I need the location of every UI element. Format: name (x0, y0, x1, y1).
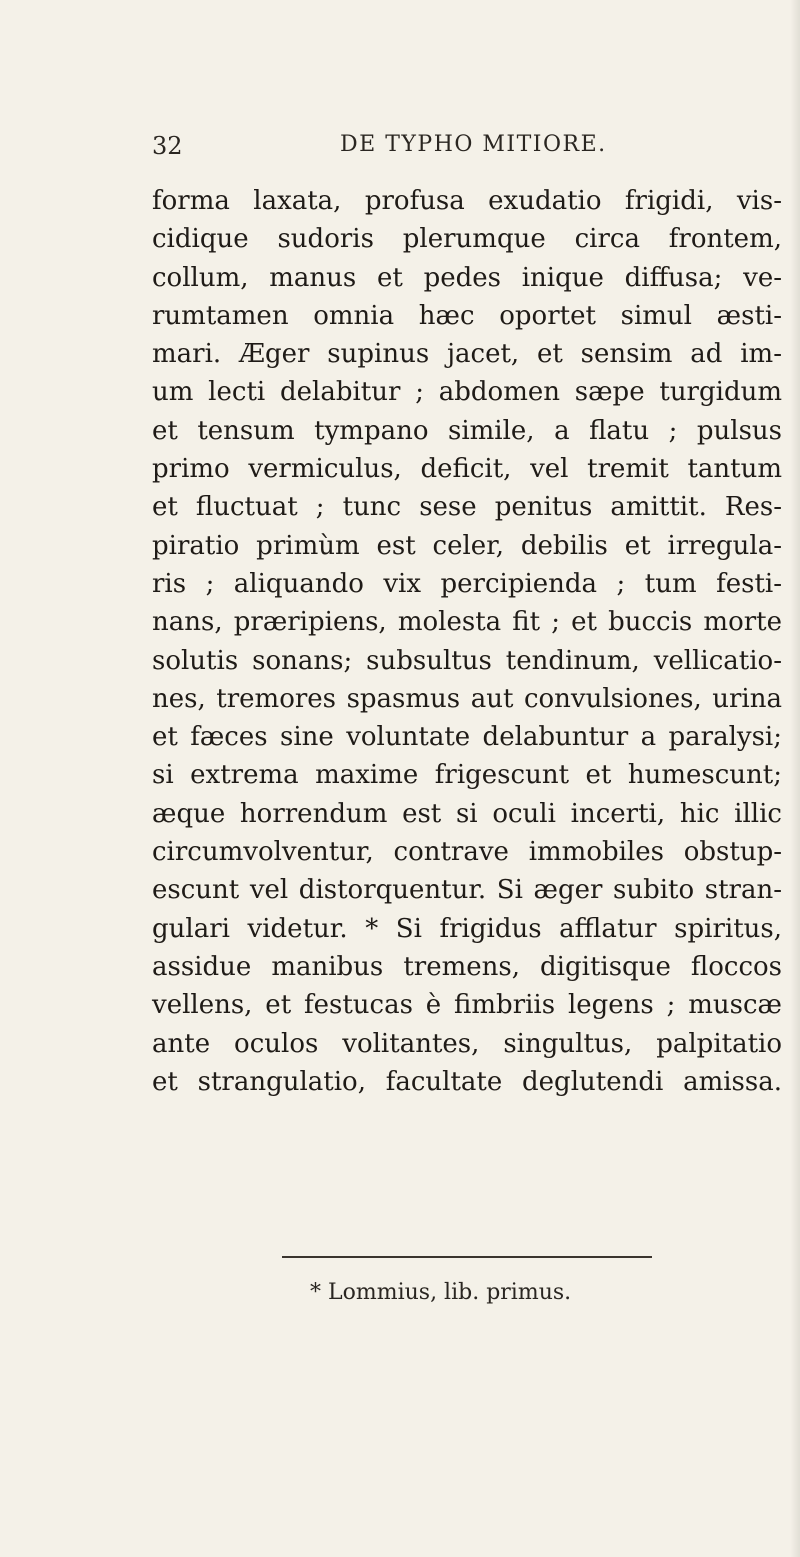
text-line: et fluctuat ; tunc sese penitus amittit. Res- (152, 492, 782, 523)
text-line: forma laxata, profusa exudatio frigidi, vis- (152, 186, 782, 216)
text-line: nes, tremores spasmus aut convulsiones, urina (152, 683, 782, 714)
text-line: um lecti delabitur ; abdomen sæpe turgidum (152, 377, 782, 408)
text-line: ris ; aliquando vix percipienda ; tum festi- (152, 568, 782, 599)
text-line: escunt vel distorquentur. Si æger subito stran- (152, 875, 782, 906)
text-line: et fæces sine voluntate delabuntur a paralysi; (152, 722, 782, 753)
text-line: ante oculos volitantes, singultus, palpitatio (152, 1028, 782, 1059)
text-line: mari. Æger supinus jacet, et sensim ad im- (152, 339, 782, 370)
text-line: piratio primùm est celer, debilis et irregula- (152, 530, 782, 561)
running-title: DE TYPHO MITIORE. (340, 132, 607, 157)
text-line: nans, præripiens, molesta fit ; et buccis morte (152, 607, 782, 638)
page-edge-shadow (790, 0, 800, 1557)
footnote-rule (282, 1256, 652, 1258)
text-line: vellens, et festucas è fimbriis legens ; muscæ (152, 990, 782, 1021)
text-line: cidique sudoris plerumque circa frontem, (152, 224, 782, 255)
body-text (152, 182, 782, 1101)
text-line: primo vermiculus, deficit, vel tremit tantum (152, 454, 782, 485)
text-line: collum, manus et pedes inique diffusa; ve- (152, 262, 782, 293)
text-line: rumtamen omnia hæc oportet simul æsti- (152, 300, 782, 331)
text-line: gulari videtur. * Si frigidus afflatur spiritus, (152, 913, 782, 944)
text-line: æque horrendum est si oculi incerti, hic illic (152, 798, 782, 829)
text-line: si extrema maxime frigescunt et humescunt; (152, 760, 782, 791)
footnote: * Lommius, lib. primus. (310, 1280, 572, 1305)
page-number: 32 (152, 132, 183, 160)
text-line: circumvolventur, contrave immobiles obstup- (152, 837, 782, 868)
text-line: solutis sonans; subsultus tendinum, vellicatio- (152, 645, 782, 676)
text-line: et tensum tympano simile, a flatu ; pulsus (152, 415, 782, 446)
text-line: assidue manibus tremens, digitisque floccos (152, 951, 782, 982)
text-line: et strangulatio, facultate deglutendi amissa. (152, 1066, 782, 1097)
